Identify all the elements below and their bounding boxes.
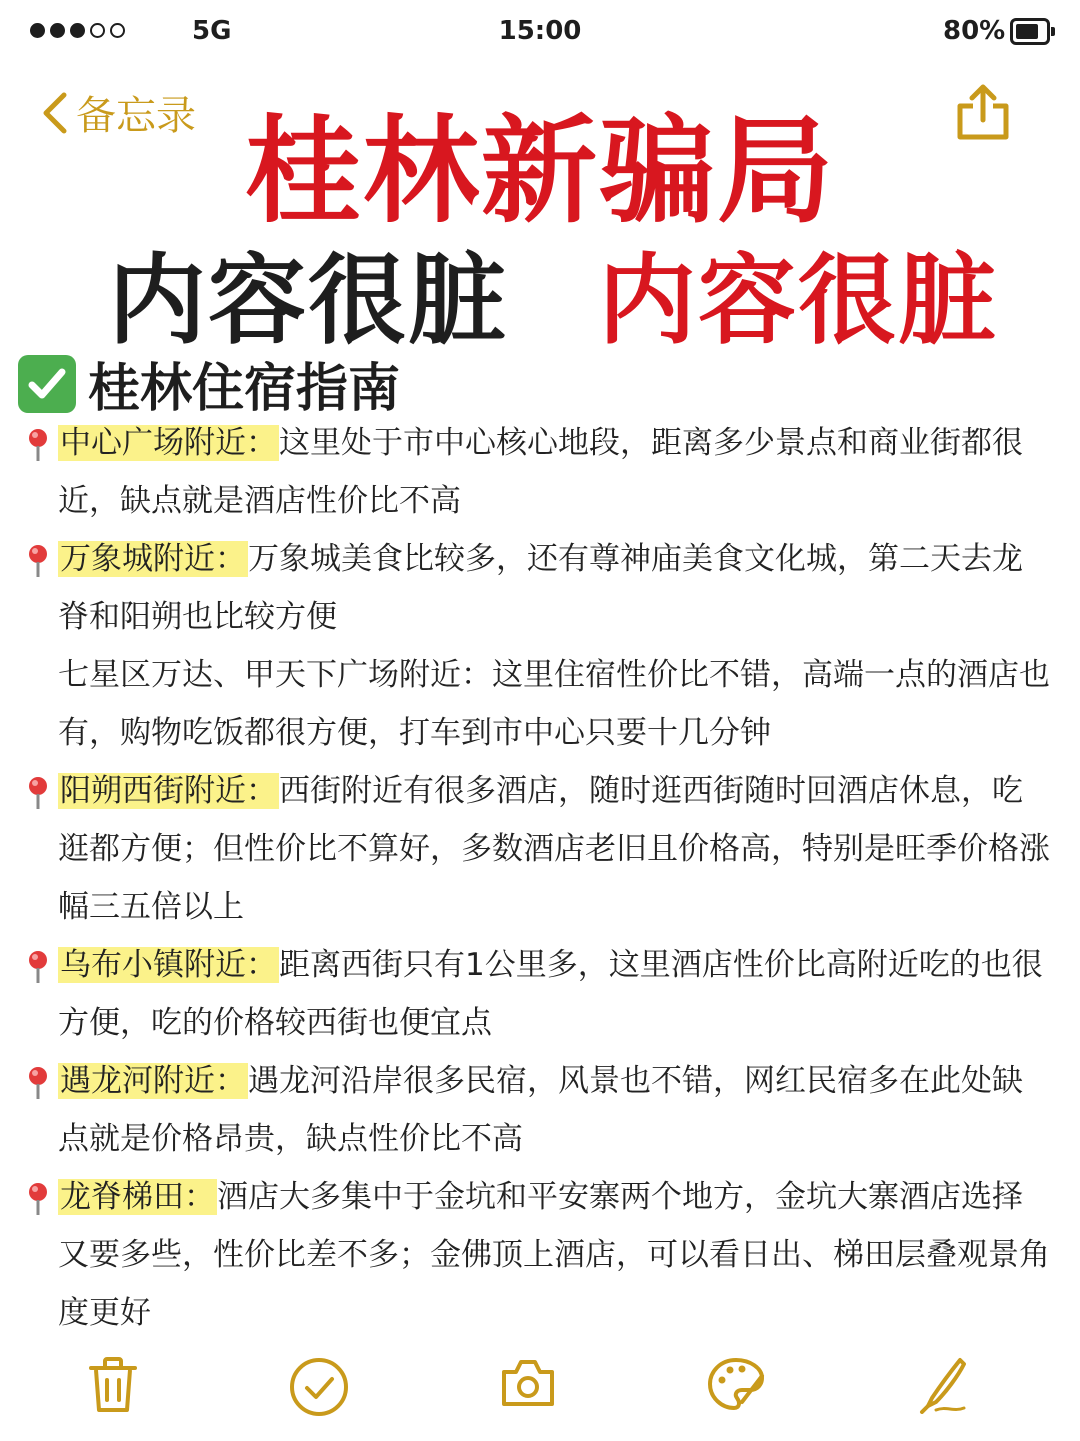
entry-text: 万象城美食比较多，还有尊神庙美食文化城，第二天去龙脊和阳朔也比较方便 [58, 541, 1023, 635]
section-heading [18, 346, 400, 421]
checkmark-circle-icon [288, 1356, 350, 1418]
entry-text: 这里处于市中心核心地段，距离多少景点和商业街都很近，缺点就是酒店性价比不高 [58, 425, 1023, 519]
list-item [0, 530, 1080, 646]
status-time: 15:00 [498, 16, 582, 46]
back-label: 备忘录 [76, 93, 196, 139]
entry-text: 距离西街只有1公里多，这里酒店性价比高附近吃的也很方便，吃的价格较西街也便宜点 [58, 947, 1043, 1041]
entry-label: 乌布小镇附近： [60, 947, 277, 983]
headline-title: 桂林新骗局 [245, 104, 835, 239]
markup-button[interactable] [706, 1356, 766, 1416]
entry-label: 中心广场附近： [60, 425, 277, 461]
pen-icon [918, 1356, 968, 1414]
battery-percent: 80% [943, 16, 1006, 46]
list-item [0, 762, 1080, 936]
entry-label: 龙脊梯田： [60, 1179, 215, 1215]
pin-icon [26, 950, 50, 984]
compose-button[interactable] [918, 1356, 968, 1418]
list-item [0, 414, 1080, 530]
pin-icon [26, 544, 50, 578]
list-item [0, 646, 1080, 762]
entry-label: 阳朔西街附近： [60, 773, 277, 809]
trash-icon [88, 1356, 138, 1414]
network-type: 5G [192, 16, 232, 46]
checklist-button[interactable] [288, 1356, 350, 1422]
battery-icon [1010, 18, 1050, 45]
camera-icon [500, 1356, 556, 1410]
entry-text: 西街附近有很多酒店，随时逛西街随时回酒店休息，吃逛都方便；但性价比不算好，多数酒店老旧且价格高，特别是旺季价格涨幅三五倍以上 [58, 773, 1050, 925]
section-title: 桂林住宿指南 [88, 359, 401, 419]
palette-icon [706, 1356, 766, 1412]
delete-button[interactable] [88, 1356, 138, 1418]
pin-icon [26, 1182, 50, 1216]
list-item [0, 1052, 1080, 1168]
entry-text: 遇龙河沿岸很多民宿，风景也不错，网红民宿多在此处缺点就是价格昂贵，缺点性价比不高 [58, 1063, 1023, 1157]
entry-label: 万象城附近： [60, 541, 246, 577]
accommodation-guide-list [0, 414, 1080, 1342]
entry-text: 七星区万达、甲天下广场附近：这里住宿性价比不错，高端一点的酒店也有，购物吃饭都很方便，打车到市中心只要十几分钟 [58, 657, 1050, 751]
pin-icon [26, 428, 50, 462]
pin-icon [26, 776, 50, 810]
bottom-toolbar [0, 1350, 1080, 1430]
camera-button[interactable] [500, 1356, 556, 1414]
check-box-icon [18, 355, 76, 413]
headline-subtitle-left: 内容很脏 [108, 244, 509, 358]
entry-text: 酒店大多集中于金坑和平安寨两个地方，金坑大寨酒店选择又要多些，性价比差不多；金佛顶上酒店，可以看日出、梯田层叠观景角度更好 [58, 1179, 1050, 1331]
status-bar [0, 0, 1080, 66]
headline-subtitle-right: 内容很脏 [598, 244, 999, 358]
entry-label: 遇龙河附近： [60, 1063, 246, 1099]
list-item [0, 1168, 1080, 1342]
pin-icon [26, 1066, 50, 1100]
list-item [0, 936, 1080, 1052]
